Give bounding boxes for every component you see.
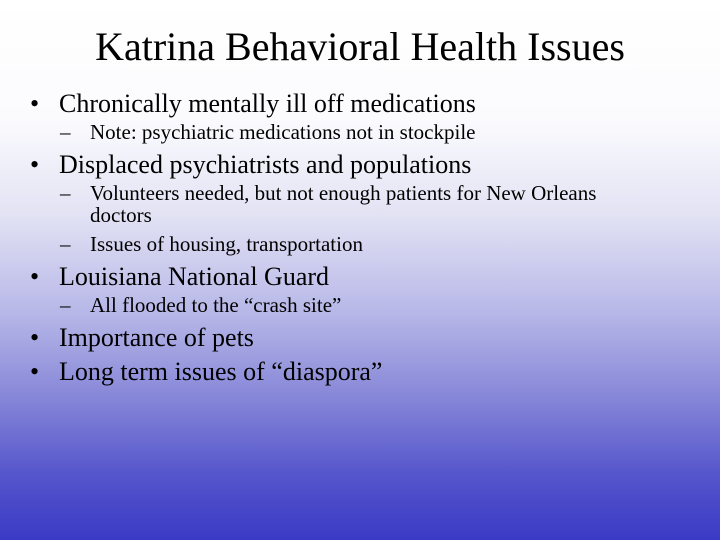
sub-bullet-text: Note: psychiatric medications not in stockpile <box>90 120 476 144</box>
sub-bullet-text: Volunteers needed, but not enough patients for New Orleans doctors <box>90 181 597 227</box>
bullet-marker: • <box>30 150 40 179</box>
sub-bullet-item <box>60 233 610 255</box>
sub-bullet-item <box>60 182 610 226</box>
bullet-marker: • <box>30 262 40 291</box>
sub-bullet-marker: – <box>60 232 71 256</box>
bullet-marker: • <box>30 89 40 118</box>
bullet-item <box>30 357 700 387</box>
sub-bullet-item <box>60 121 610 143</box>
bullet-text: Chronically mentally ill off medications <box>59 89 476 118</box>
bullet-marker: • <box>30 323 40 352</box>
bullet-text: Displaced psychiatrists and populations <box>59 150 472 179</box>
sub-bullet-text: Issues of housing, transportation <box>90 232 363 256</box>
bullet-item <box>30 89 700 143</box>
sub-bullet-text: All flooded to the “crash site” <box>90 293 342 317</box>
sub-bullet-item <box>60 294 610 316</box>
bullet-list <box>30 89 700 391</box>
bullet-text: Long term issues of “diaspora” <box>59 357 383 386</box>
bullet-item <box>30 323 700 353</box>
bullet-item <box>30 150 700 255</box>
sub-bullet-marker: – <box>60 120 71 144</box>
bullet-text: Importance of pets <box>59 323 254 352</box>
bullet-text: Louisiana National Guard <box>59 262 330 291</box>
sub-bullet-marker: – <box>60 181 71 205</box>
bullet-marker: • <box>30 357 40 386</box>
sub-bullet-marker: – <box>60 293 71 317</box>
slide-title: Katrina Behavioral Health Issues <box>95 24 625 69</box>
bullet-item <box>30 262 700 316</box>
